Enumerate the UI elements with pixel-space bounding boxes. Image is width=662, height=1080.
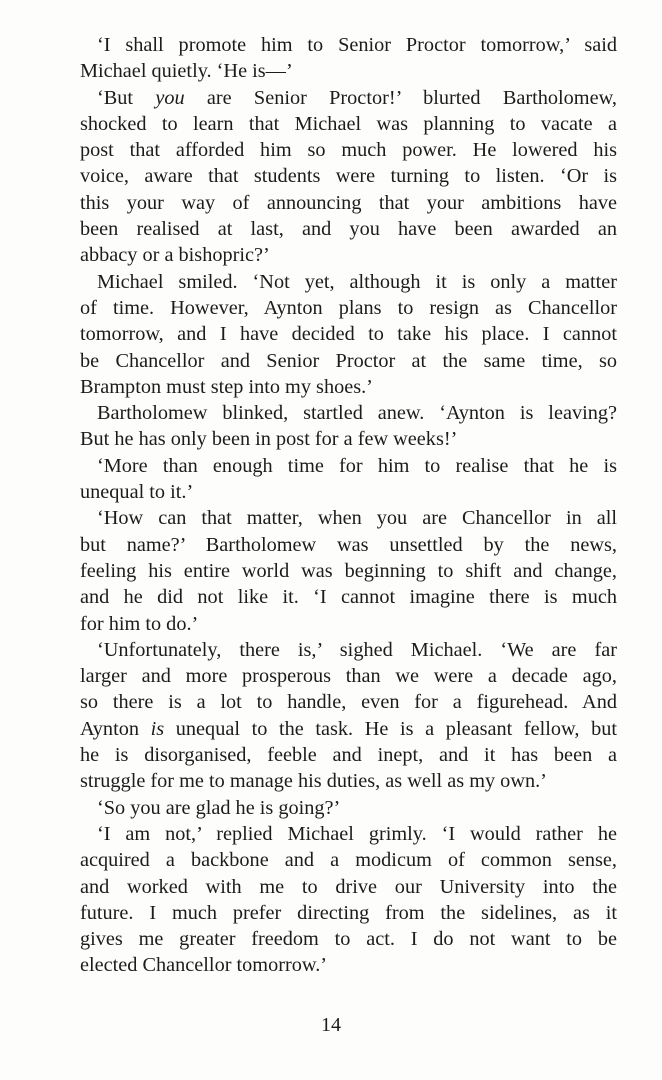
text-segment: But he has only been in post for a few weeks!’: [80, 428, 458, 451]
text-line: [80, 242, 617, 268]
text-line: [80, 663, 617, 689]
text-line: [80, 847, 617, 873]
text-line: [80, 163, 617, 189]
text-segment: post that afforded him so much power. He lowered his: [80, 139, 617, 162]
text-segment: Michael smiled. ‘Not yet, although it is only a matter: [97, 270, 617, 293]
text-line: [80, 190, 617, 216]
text-line: [80, 32, 617, 58]
text-line: [80, 900, 617, 926]
text-line: [80, 137, 617, 163]
text-segment: been realised at last, and you have been awarded an: [80, 218, 617, 241]
text-segment: for him to do.’: [80, 612, 199, 635]
text-segment: of time. However, Aynton plans to resign as Chancellor: [80, 296, 617, 319]
text-line: [80, 479, 617, 505]
text-line: [80, 558, 617, 584]
text-segment: are Senior Proctor!’ blurted Bartholomew,: [184, 86, 617, 109]
text-segment: he is disorganised, feeble and inept, and it has been a: [80, 744, 617, 767]
text-segment: ‘More than enough time for him to realise that he is: [97, 454, 617, 477]
text-segment: future. I much prefer directing from the sidelines, as it: [80, 901, 617, 924]
page-number: 14: [321, 1014, 341, 1036]
text-segment: gives me greater freedom to act. I do not want to be: [80, 928, 617, 951]
text-line: [80, 295, 617, 321]
body-text: [80, 32, 617, 979]
text-segment: but name?’ Bartholomew was unsettled by the news,: [80, 533, 617, 556]
text-segment: acquired a backbone and a modicum of common sense,: [80, 849, 617, 872]
text-line: [80, 637, 617, 663]
text-segment: struggle for me to manage his duties, as well as my own.’: [80, 770, 547, 793]
text-line: [80, 505, 617, 531]
text-line: [80, 348, 617, 374]
text-line: [80, 584, 617, 610]
text-segment: Brampton must step into my shoes.’: [80, 375, 373, 398]
text-segment: and worked with me to drive our University into the: [80, 875, 617, 898]
text-line: [80, 874, 617, 900]
text-line: [80, 400, 617, 426]
text-line: [80, 768, 617, 794]
text-line: [80, 795, 617, 821]
text-segment: Aynton: [80, 717, 151, 740]
text-line: [80, 532, 617, 558]
text-line: [80, 689, 617, 715]
text-line: [80, 952, 617, 978]
text-segment: feeling his entire world was beginning to shift and change,: [80, 559, 617, 582]
text-segment: ‘How can that matter, when you are Chancellor in all: [97, 507, 617, 530]
text-segment: ‘But: [97, 86, 156, 109]
text-line: [80, 111, 617, 137]
text-segment: unequal to the task. He is a pleasant fellow, but: [164, 717, 617, 740]
text-segment: so there is a lot to handle, even for a figurehead. And: [80, 691, 617, 714]
text-segment: this your way of announcing that your ambitions have: [80, 191, 617, 214]
text-line: [80, 742, 617, 768]
text-segment: tomorrow, and I have decided to take his place. I cannot: [80, 323, 617, 346]
text-line: [80, 453, 617, 479]
text-segment: ‘I am not,’ replied Michael grimly. ‘I would rather he: [97, 822, 617, 845]
text-line: [80, 926, 617, 952]
text-segment: shocked to learn that Michael was planning to vacate a: [80, 112, 617, 135]
text-segment: ‘So you are glad he is going?’: [97, 796, 341, 819]
text-segment: ‘I shall promote him to Senior Proctor tomorrow,’ said: [97, 34, 617, 56]
text-segment: larger and more prosperous than we were a decade ago,: [80, 665, 617, 688]
text-line: [80, 321, 617, 347]
text-segment: unequal to it.’: [80, 481, 194, 504]
text-segment: Michael quietly. ‘He is—’: [80, 60, 293, 83]
text-segment: ‘Unfortunately, there is,’ sighed Michael. ‘We are far: [97, 638, 617, 661]
text-line: [80, 821, 617, 847]
text-segment: elected Chancellor tomorrow.’: [80, 954, 328, 977]
text-line: [80, 85, 617, 111]
text-segment: and he did not like it. ‘I cannot imagine there is much: [80, 586, 617, 609]
text-line: [80, 374, 617, 400]
italic-text: is: [150, 717, 165, 740]
italic-text: you: [155, 86, 185, 109]
text-line: [80, 611, 617, 637]
text-segment: be Chancellor and Senior Proctor at the same time, so: [80, 349, 617, 372]
text-segment: abbacy or a bishopric?’: [80, 244, 270, 267]
text-line: [80, 716, 617, 742]
text-line: [80, 426, 617, 452]
text-line: [80, 216, 617, 242]
text-segment: Bartholomew blinked, startled anew. ‘Aynton is leaving?: [97, 402, 617, 425]
text-segment: voice, aware that students were turning to listen. ‘Or is: [80, 165, 617, 188]
text-line: [80, 269, 617, 295]
text-line: [80, 58, 617, 84]
